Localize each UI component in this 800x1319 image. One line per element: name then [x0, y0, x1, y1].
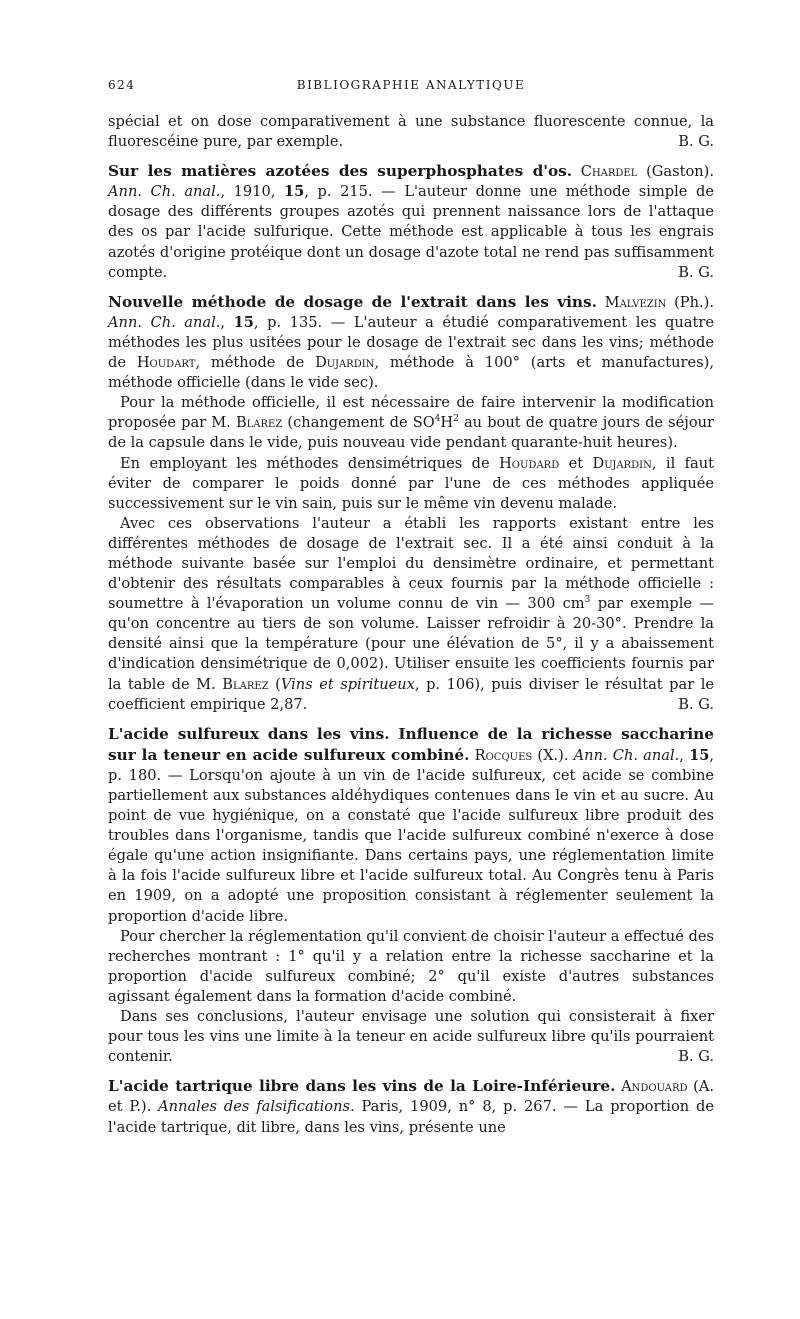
entry-paragraph: Sur les matières azotées des superphosphates d'os. Chardel (Gaston). Ann. Ch. anal., 1910, 15, p. 215. — L'auteur donne une méthode simple de dosage des différents groupes azotés qui prennent naissance lors de l'attaque des os par l'acide sulfurique. Cette méthode est applicable à tous les engrais azotés d'origine protéique dont un dosage d'azote total ne rend pas suffisamment compte. B. G.: [108, 161, 714, 283]
entry-paragraph: L'acide tartrique libre dans les vins de la Loire-Inférieure. Andouard (A. et P.). Annales des falsifications. Paris, 1909, n° 8, p. 267. — La proportion de l'acide tartrique, dit libre, dans les vins, présente une: [108, 1077, 715, 1136]
entry-author: Chardel: [580, 163, 638, 181]
entry-volume: 15: [284, 183, 305, 201]
entry-journal: Ann. Ch. anal.: [108, 313, 221, 331]
entry-author-first: (X.).: [537, 746, 569, 764]
entry-acide-sulfureux: [108, 724, 714, 1068]
entry-continued-text: spécial et on dose comparativement à une substance fluorescente connue, la fluorescéine pure, par exemple. B. G.: [108, 112, 714, 152]
entry-continued: [108, 112, 714, 152]
running-head-title: BIBLIOGRAPHIE ANALYTIQUE: [296, 78, 526, 92]
entry-paragraph: En employant les méthodes densimétriques de Houdard et Dujardin, il faut éviter de comparer le poids donné par l'une de ces méthodes appliquée successivement sur le vin sain, puis sur le même vin devenu malade.: [108, 454, 715, 512]
entry-volume: 15: [689, 746, 710, 764]
person-name: Dujardin: [315, 354, 375, 372]
entry-author: Andouard: [621, 1078, 688, 1096]
signature: B. G.: [678, 695, 714, 713]
entry-superphosphates: [108, 161, 714, 283]
entry-journal: Ann. Ch. anal.: [108, 183, 221, 201]
entry-paragraph: Avec ces observations l'auteur a établi les rapports existant entre les différentes méthodes de dosage de l'extrait sec. Il a été ainsi conduit à la méthode suivante basée sur l'emploi du densimètre ordinaire, et permettant d'obtenir des résultats comparables à ceux fournis par la méthode officielle : soumettre à l'évaporation un volume connu de vin — 300 $cm^3$ par exemple — qu'on concentre au tiers de son volume. Laisser refroidir à 20-30°. Prendre la densité ainsi que la température (pour une élévation de 5°, il y a abaissement d'indication densimétrique de 0,002). Utiliser ensuite les coefficients fournis par la table de M. Blarez (Vins et spiritueux, p. 106), puis diviser le résultat par le coefficient empirique 2,87. B. G.: [108, 514, 714, 715]
entry-paragraph: Pour la méthode officielle, il est nécessaire de faire intervenir la modification proposée par M. Blarez (changement de $SO^4H^2$ au bout de quatre jours de séjour de la capsule dans le vide, puis nouveau vide pendant quarante-huit heures).: [108, 394, 714, 452]
entry-extrait-vins: [108, 292, 714, 715]
entry-paragraph: L'acide sulfureux dans les vins. Influence de la richesse saccharine sur la teneur en acide sulfureux combiné. Rocques (X.). Ann. Ch. anal., 15, p. 180. — Lorsqu'on ajoute à un vin de l'acide sulfureux, cet acide se combine partiellement aux substances aldéhydiques contenues dans le vin et au sucre. Au point de vue hygiénique, on a constaté que l'acide sulfureux libre produit des troubles dans l'organisme, tandis que l'acide sulfureux combiné n'exerce à dose égale qu'une action insignifiante. Dans certains pays, une réglementation limite à la fois l'acide sulfureux libre et l'acide sulfureux total. Au Congrès tenu à Paris en 1909, on a adopté une proposition consistant à réglementer seulement la proportion d'acide libre.: [108, 724, 715, 925]
entry-author-first: (Ph.).: [674, 293, 714, 311]
entry-author: Malvezin: [604, 293, 667, 311]
entry-journal: Ann. Ch. anal.: [573, 746, 680, 764]
entry-author-first: (Gaston).: [646, 163, 714, 181]
person-name: Blarez: [222, 675, 269, 693]
entry-paragraph: Pour chercher la réglementation qu'il convient de choisir l'auteur a effectué des recherches montrant : 1° qu'il y a relation entre la richesse saccharine et la proportion d'acide sulfureux combiné; 2° qu'il existe d'autres substances agissant également dans la formation d'acide combiné.: [108, 927, 714, 1005]
signature: B. G.: [678, 263, 714, 281]
entry-author: Rocques: [474, 746, 533, 764]
running-header: [108, 78, 714, 98]
person-name: Blarez: [235, 414, 283, 432]
entry-journal: Annales des falsifications: [158, 1098, 350, 1116]
page-number: 624: [108, 78, 136, 92]
book-title: Vins et spiritueux: [280, 675, 415, 693]
entry-paragraph: Dans ses conclusions, l'auteur envisage une solution qui consisterait à fixer pour tous les vins une limite à la teneur en acide sulfureux libre qu'ils pourraient contenir. B. G.: [108, 1007, 714, 1067]
entry-title: Sur les matières azotées des superphosphates d'os.: [108, 162, 573, 181]
person-name: Dujardin: [592, 454, 652, 472]
entry-abstract: — L'auteur donne une méthode simple de dosage des différents groupes azotés qui prennent naissance lors de l'attaque des os par l'acide sulfurique. Cette méthode est applicable à tous les engrais azotés d'origine protéique dont un dosage d'azote total ne rend pas suffisamment compte.: [108, 183, 714, 281]
person-name: Houdart: [136, 354, 196, 372]
entry-acide-tartrique: [108, 1076, 714, 1137]
entry-title: Nouvelle méthode de dosage de l'extrait dans les vins.: [108, 292, 597, 311]
entry-title: L'acide tartrique libre dans les vins de la Loire-Inférieure.: [108, 1077, 616, 1096]
person-name: Houdard: [499, 454, 560, 472]
signature: B. G.: [678, 133, 714, 151]
signature: B. G.: [678, 1048, 714, 1066]
article-body: [108, 112, 714, 1138]
entry-author-first: (A. et P.).: [108, 1078, 715, 1116]
entry-title: L'acide sulfureux dans les vins. Influence de la richesse saccharine sur la teneur en acide sulfureux combiné.: [108, 724, 714, 764]
entry-volume: 15: [233, 313, 254, 331]
entry-paragraph: Nouvelle méthode de dosage de l'extrait dans les vins. Malvezin (Ph.). Ann. Ch. anal., 15, p. 135. — L'auteur a étudié comparativement les quatre méthodes les plus usitées pour le dosage de l'extrait sec dans les vins; méthode de Houdart, méthode de Dujardin, méthode à 100° (arts et manufactures), méthode officielle (dans le vide sec).: [108, 292, 714, 392]
